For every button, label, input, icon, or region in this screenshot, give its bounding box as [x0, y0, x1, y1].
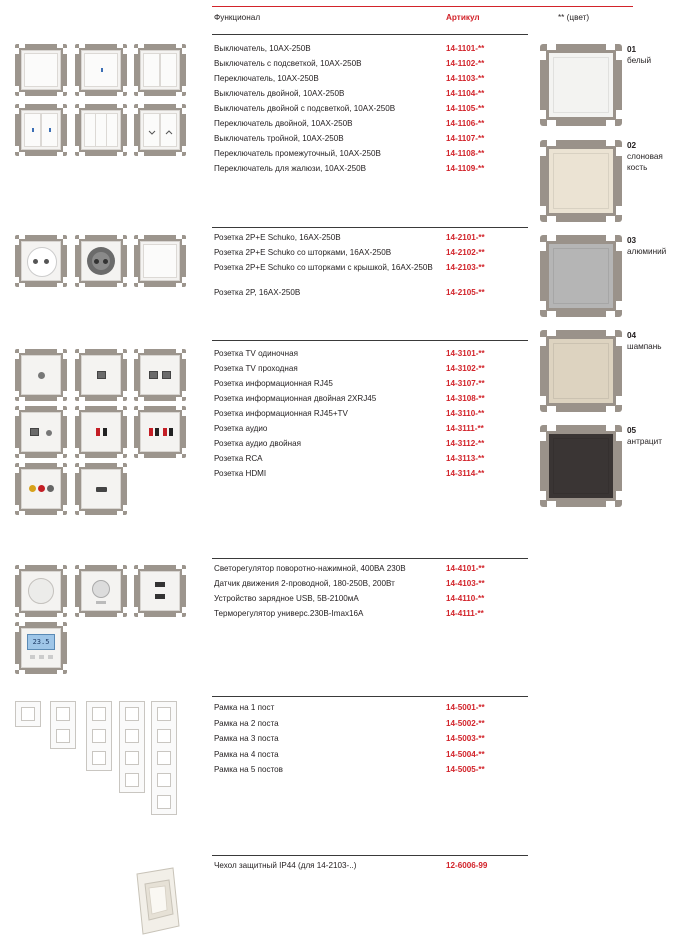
product-name: Розетка информационная RJ45+TV	[214, 409, 348, 418]
product-article: 14-5003-**	[446, 734, 485, 743]
color-label	[627, 235, 673, 257]
product-name: Датчик движения 2-проводной, 180-250В, 200Вт	[214, 579, 395, 588]
color-label	[627, 425, 673, 447]
product-article: 14-1108-**	[446, 149, 485, 158]
color-label	[627, 330, 673, 352]
section-divider	[212, 558, 528, 559]
product-article: 14-5001-**	[446, 703, 485, 712]
product-article: 14-3101-**	[446, 349, 485, 358]
thermostat-display: 23.5	[27, 634, 55, 650]
hdmi-socket-image	[75, 463, 127, 515]
section-divider	[212, 855, 528, 856]
product-article: 14-4111-**	[446, 609, 484, 618]
color-swatch	[540, 235, 622, 317]
product-article: 14-1101-**	[446, 44, 485, 53]
switch-blinds-image	[134, 104, 186, 156]
product-name: Рамка на 2 поста	[214, 719, 279, 728]
color-swatch	[540, 425, 622, 507]
socket-schuko-shutters-image	[75, 235, 127, 287]
product-article: 14-5004-**	[446, 750, 485, 759]
product-article: 14-2103-**	[446, 263, 485, 272]
product-article: 12-6006-99	[446, 861, 488, 870]
rj45-double-socket-image	[134, 349, 186, 401]
product-name: Переключатель, 10АХ-250В	[214, 74, 319, 83]
product-name: Выключатель, 10АХ-250В	[214, 44, 311, 53]
column-header-function: Функционал	[214, 13, 261, 22]
color-name: шампань	[627, 342, 662, 351]
color-code: 04	[627, 331, 637, 340]
switch-triple-image	[75, 104, 127, 156]
frame-4-post-image	[119, 701, 145, 793]
switch-illuminated-image	[75, 44, 127, 96]
product-name: Рамка на 1 пост	[214, 703, 275, 712]
frame-2-post-image	[50, 701, 76, 749]
protective-cover-image	[133, 866, 183, 938]
product-article: 14-1105-**	[446, 104, 485, 113]
rca-socket-image	[15, 463, 67, 515]
rj45-tv-socket-image	[15, 406, 67, 458]
section-divider	[212, 227, 528, 228]
product-article: 14-1109-**	[446, 164, 485, 173]
frame-1-post-image	[15, 701, 41, 727]
product-article: 14-1103-**	[446, 74, 485, 83]
product-name: Рамка на 5 постов	[214, 765, 283, 774]
product-article: 14-4101-**	[446, 564, 485, 573]
product-name: Рамка на 4 поста	[214, 750, 279, 759]
product-name: Розетка аудио	[214, 424, 268, 433]
dimmer-image	[15, 565, 67, 617]
product-name: Розетка 2P, 16АХ-250В	[214, 288, 301, 297]
product-article: 14-4103-**	[446, 579, 485, 588]
product-name: Переключатель для жалюзи, 10АХ-250В	[214, 164, 367, 173]
column-header-article: Артикул	[446, 13, 480, 22]
section-divider	[212, 696, 528, 697]
usb-charger-image	[134, 565, 186, 617]
product-name: Рамка на 3 поста	[214, 734, 279, 743]
product-name: Выключатель тройной, 10АХ-250В	[214, 134, 344, 143]
section-divider	[212, 340, 528, 341]
product-name: Розетка TV одиночная	[214, 349, 299, 358]
audio-socket-image	[75, 406, 127, 458]
product-article: 14-3111-**	[446, 424, 484, 433]
thermostat-image	[15, 622, 67, 674]
product-name: Розетка информационная двойная 2XRJ45	[214, 394, 377, 403]
product-name: Розетка информационная RJ45	[214, 379, 333, 388]
product-name: Розетка 2P+E Schuko со шторками с крышкой, 16АХ-250В	[214, 263, 433, 272]
product-article: 14-3110-**	[446, 409, 485, 418]
color-swatch	[540, 140, 622, 222]
product-article: 14-3113-**	[446, 454, 485, 463]
product-article: 14-3102-**	[446, 364, 485, 373]
frame-3-post-image	[86, 701, 112, 771]
color-name: антрацит	[627, 437, 662, 446]
product-name: Терморегулятор универс.230В-Imax16A	[214, 609, 364, 618]
color-label	[627, 44, 673, 66]
product-name: Чехол защитный IP44 (для 14-2103-..)	[214, 861, 357, 870]
product-name: Устройство зарядное USB, 5В-2100мА	[214, 594, 359, 603]
switch-single-image	[15, 44, 67, 96]
color-name: белый	[627, 56, 652, 65]
motion-sensor-image	[75, 565, 127, 617]
product-article: 14-5005-**	[446, 765, 485, 774]
color-code: 03	[627, 236, 637, 245]
product-article: 14-2102-**	[446, 248, 485, 257]
product-article: 14-3114-**	[446, 469, 485, 478]
socket-schuko-image	[15, 235, 67, 287]
tv-socket-image	[15, 349, 67, 401]
color-swatch	[540, 44, 622, 126]
product-article: 14-1102-**	[446, 59, 485, 68]
frame-5-post-image	[151, 701, 177, 815]
product-article: 14-2105-**	[446, 288, 485, 297]
product-article: 14-2101-**	[446, 233, 485, 242]
product-article: 14-1106-**	[446, 119, 485, 128]
product-name: Выключатель с подсветкой, 10АХ-250В	[214, 59, 362, 68]
audio-double-socket-image	[134, 406, 186, 458]
color-code: 05	[627, 426, 637, 435]
product-name: Розетка аудио двойная	[214, 439, 301, 448]
product-article: 14-4110-**	[446, 594, 485, 603]
product-name: Светорегулятор поворотно-нажимной, 400ВА 230В	[214, 564, 406, 573]
column-header-color: ** (цвет)	[558, 13, 590, 22]
color-name: слоновая кость	[627, 152, 663, 172]
color-name: алюминий	[627, 247, 667, 256]
switch-double-image	[134, 44, 186, 96]
color-code: 02	[627, 141, 637, 150]
product-article: 14-5002-**	[446, 719, 485, 728]
product-name: Выключатель двойной с подсветкой, 10АХ-250В	[214, 104, 396, 113]
product-article: 14-3108-**	[446, 394, 485, 403]
section-divider	[212, 34, 528, 35]
product-name: Розетка 2P+E Schuko со шторками, 16АХ-250В	[214, 248, 392, 257]
product-name: Переключатель двойной, 10АХ-250В	[214, 119, 353, 128]
color-code: 01	[627, 45, 637, 54]
product-name: Розетка 2P+E Schuko, 16АХ-250В	[214, 233, 341, 242]
header-rule	[212, 6, 633, 7]
rj45-socket-image	[75, 349, 127, 401]
product-article: 14-1104-**	[446, 89, 485, 98]
product-name: Розетка HDMI	[214, 469, 267, 478]
product-article: 14-3107-**	[446, 379, 485, 388]
switch-double-illuminated-image	[15, 104, 67, 156]
product-article: 14-1107-**	[446, 134, 485, 143]
color-label	[627, 140, 673, 173]
product-name: Розетка TV проходная	[214, 364, 298, 373]
product-name: Розетка RCA	[214, 454, 263, 463]
product-article: 14-3112-**	[446, 439, 485, 448]
product-name: Выключатель двойной, 10АХ-250В	[214, 89, 345, 98]
color-swatch	[540, 330, 622, 412]
product-name: Переключатель промежуточный, 10АХ-250В	[214, 149, 381, 158]
socket-with-cover-image	[134, 235, 186, 287]
